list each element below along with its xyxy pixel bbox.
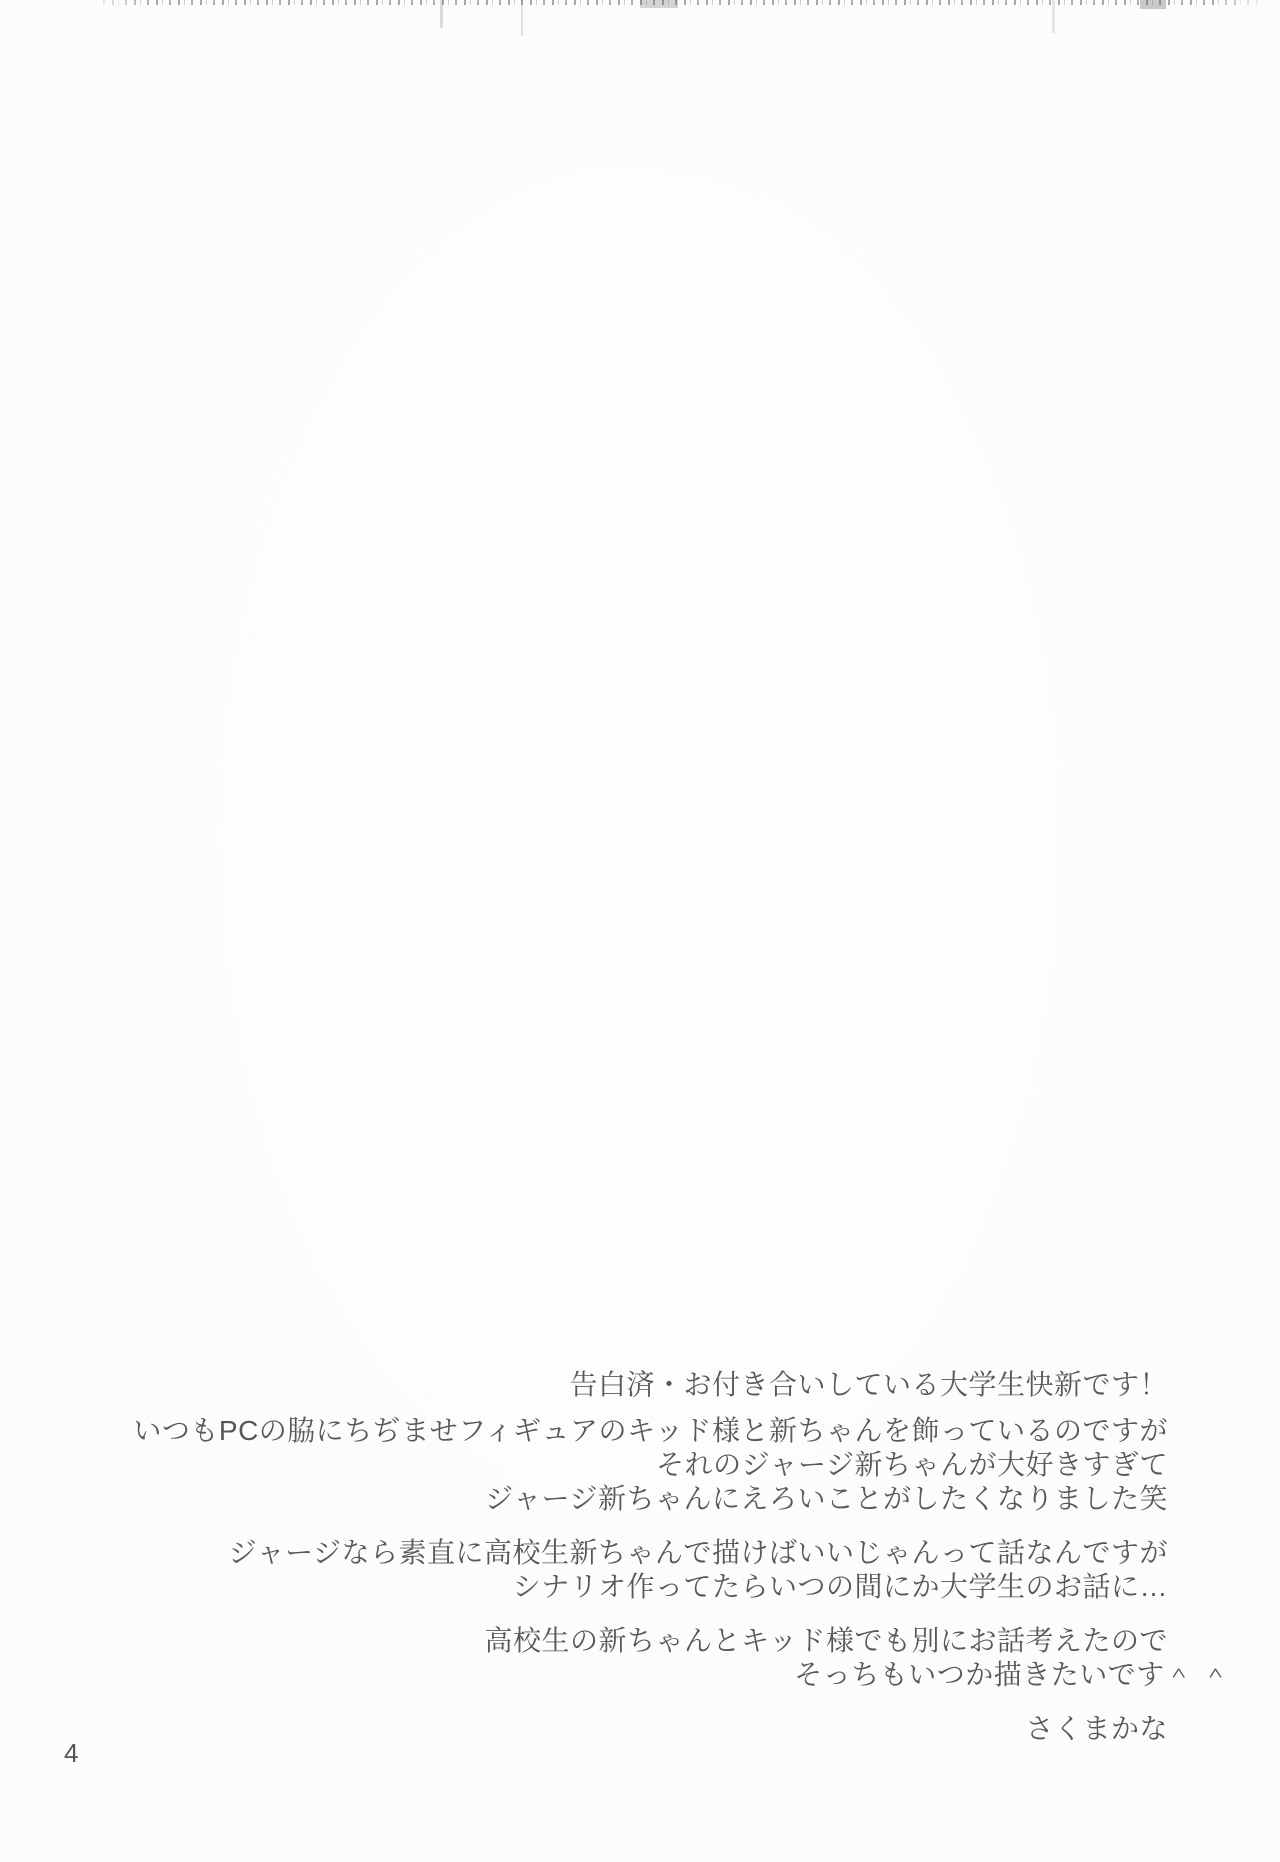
afterword-line: そっちもいつか描きたいです＾ ＾ [794, 1659, 1230, 1690]
afterword-line: ジャージ新ちゃんにえろいことがしたくなりました笑 [485, 1483, 1168, 1514]
scan-artifact [1140, 0, 1166, 9]
scan-artifact [640, 0, 678, 8]
afterword-line: 告白済・お付き合いしている大学生快新です！ [569, 1369, 1168, 1400]
afterword-paragraph [0, 1368, 1168, 1402]
afterword-line: それのジャージ新ちゃんが大好きすぎて [656, 1449, 1168, 1480]
afterword-line: シナリオ作ってたらいつの間にか大学生のお話に… [512, 1571, 1168, 1602]
afterword-text-block [0, 1368, 1230, 1746]
scan-artifact [440, 0, 443, 28]
scan-artifact-strip [90, 0, 1272, 5]
afterword-line: 高校生の新ちゃんとキッド様でも別にお話考えたので [484, 1625, 1168, 1656]
afterword-line: いつもPCの脇にちぢませフィギュアのキッド様と新ちゃんを飾っているのですが [133, 1415, 1168, 1446]
afterword-paragraph [0, 1414, 1168, 1516]
afterword-paragraph [0, 1624, 1230, 1692]
scan-artifact [521, 0, 523, 36]
scan-artifact [1052, 0, 1055, 33]
afterword-paragraph [0, 1536, 1168, 1604]
page-number: 4 [64, 1738, 79, 1768]
author-signature: さくまかな [1025, 1713, 1168, 1744]
afterword-line: ジャージなら素直に高校生新ちゃんで描けばいいじゃんって話なんですが [228, 1537, 1168, 1568]
afterword-paragraph [0, 1712, 1168, 1746]
